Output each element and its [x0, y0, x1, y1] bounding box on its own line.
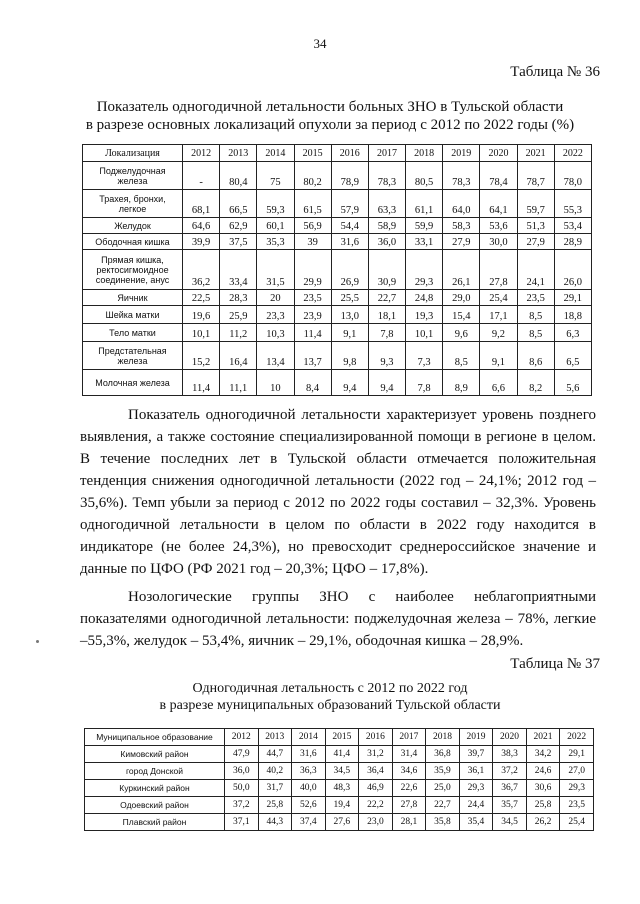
- table-cell: 25,0: [426, 780, 460, 797]
- header-cell: 2012: [225, 729, 259, 746]
- table-cell: 27,8: [392, 797, 426, 814]
- table-cell: 64,0: [443, 190, 480, 218]
- table-cell: 30,0: [480, 234, 517, 250]
- table-cell: 19,4: [325, 797, 359, 814]
- row-label: Тело матки: [83, 324, 183, 342]
- table-cell: 37,1: [225, 814, 259, 831]
- table-cell: 36,4: [359, 763, 393, 780]
- table-cell: 41,4: [325, 746, 359, 763]
- table-cell: 8,6: [517, 342, 554, 370]
- table-cell: 27,9: [517, 234, 554, 250]
- table-row: [83, 290, 592, 306]
- header-cell: 2015: [294, 145, 331, 162]
- table-cell: 37,2: [493, 763, 527, 780]
- table-cell: 22,2: [359, 797, 393, 814]
- table-cell: 11,2: [220, 324, 257, 342]
- table-cell: 29,1: [554, 290, 591, 306]
- table-cell: 35,8: [426, 814, 460, 831]
- table-cell: 22,7: [368, 290, 405, 306]
- table-37-caption-line2: в разрезе муниципальных образований Тульской области: [159, 698, 501, 713]
- table-cell: 23,3: [257, 306, 294, 324]
- row-label: Ободочная кишка: [83, 234, 183, 250]
- table-cell: 9,4: [331, 370, 368, 396]
- row-label: Поджелудочная железа: [83, 162, 183, 190]
- table-cell: 6,3: [554, 324, 591, 342]
- table-cell: 30,9: [368, 250, 405, 290]
- table-cell: 10,3: [257, 324, 294, 342]
- table-cell: 34,5: [325, 763, 359, 780]
- table-cell: 78,3: [368, 162, 405, 190]
- table-cell: 38,3: [493, 746, 527, 763]
- header-cell: 2016: [359, 729, 393, 746]
- table-cell: 58,9: [368, 218, 405, 234]
- table-cell: 66,5: [220, 190, 257, 218]
- header-cell: 2022: [560, 729, 594, 746]
- table-cell: 31,7: [258, 780, 292, 797]
- table-cell: 27,6: [325, 814, 359, 831]
- table-cell: 26,2: [526, 814, 560, 831]
- row-label: Плавский район: [85, 814, 225, 831]
- table-37-label: Таблица № 37: [510, 656, 600, 672]
- table-cell: 37,2: [225, 797, 259, 814]
- table-cell: 48,3: [325, 780, 359, 797]
- table-header-row: [85, 729, 594, 746]
- table-cell: 27,8: [480, 250, 517, 290]
- table-cell: 36,0: [368, 234, 405, 250]
- table-cell: 8,5: [443, 342, 480, 370]
- table-cell: 60,1: [257, 218, 294, 234]
- row-label: Молочная железа: [83, 370, 183, 396]
- table-cell: 17,1: [480, 306, 517, 324]
- table-cell: 36,7: [493, 780, 527, 797]
- table-cell: 15,4: [443, 306, 480, 324]
- table-cell: 61,1: [406, 190, 443, 218]
- table-body: [83, 162, 592, 396]
- header-cell: 2017: [368, 145, 405, 162]
- margin-mark: [36, 640, 39, 643]
- table-cell: 29,3: [459, 780, 493, 797]
- table-cell: 19,6: [183, 306, 220, 324]
- table-cell: 59,3: [257, 190, 294, 218]
- table-cell: 44,7: [258, 746, 292, 763]
- table-cell: 36,2: [183, 250, 220, 290]
- table-cell: 26,1: [443, 250, 480, 290]
- table-cell: 20: [257, 290, 294, 306]
- row-label: Трахея, бронхи, легкое: [83, 190, 183, 218]
- table-cell: 46,9: [359, 780, 393, 797]
- table-cell: 29,3: [406, 250, 443, 290]
- table-cell: 35,9: [426, 763, 460, 780]
- table-cell: 31,2: [359, 746, 393, 763]
- table-row: [85, 780, 594, 797]
- header-cell: 2022: [554, 145, 591, 162]
- row-label: Кимовский район: [85, 746, 225, 763]
- table-cell: 9,1: [480, 342, 517, 370]
- table-cell: 36,8: [426, 746, 460, 763]
- header-cell: 2020: [493, 729, 527, 746]
- table-37-caption-line1: Одногодичная летальность с 2012 по 2022 год: [192, 681, 468, 696]
- table-cell: 8,2: [517, 370, 554, 396]
- table-cell: 36,1: [459, 763, 493, 780]
- table-cell: 28,1: [392, 814, 426, 831]
- table-cell: 8,9: [443, 370, 480, 396]
- row-label: Одоевский район: [85, 797, 225, 814]
- table-cell: 78,0: [554, 162, 591, 190]
- table-cell: 13,7: [294, 342, 331, 370]
- paragraph: Показатель одногодичной летальности характеризует уровень позднего выявления, а также состояние специализированной помощи в регионе в целом. В течение последних лет в Тульской области отмечается положительная тенденция снижения одногодичной летальности (2022 год – 24,1%; 2012 год – 35,6%). Темп убыли за период с 2012 по 2022 годы составил – 32,3%. Уровень одногодичной летальности в целом по области в 2022 году находится в индикаторе (не более 24,3%), но превосходит среднероссийское значение и данные по ЦФО (РФ 2021 год – 20,3%; ЦФО – 17,8%).: [80, 407, 596, 577]
- table-cell: 15,2: [183, 342, 220, 370]
- table-cell: 37,4: [292, 814, 326, 831]
- table-cell: 9,6: [443, 324, 480, 342]
- table-36-label: Таблица № 36: [510, 64, 600, 80]
- table-cell: 11,1: [220, 370, 257, 396]
- table-cell: 11,4: [183, 370, 220, 396]
- table-row: [83, 162, 592, 190]
- table-cell: 59,7: [517, 190, 554, 218]
- table-row: [83, 218, 592, 234]
- table-cell: 11,4: [294, 324, 331, 342]
- table-cell: 57,9: [331, 190, 368, 218]
- table-cell: 8,5: [517, 324, 554, 342]
- table-cell: 28,3: [220, 290, 257, 306]
- table-cell: 18,1: [368, 306, 405, 324]
- table-cell: 9,8: [331, 342, 368, 370]
- header-cell: 2017: [392, 729, 426, 746]
- table-cell: 13,4: [257, 342, 294, 370]
- table-cell: 16,4: [220, 342, 257, 370]
- table-cell: 25,4: [480, 290, 517, 306]
- table-cell: 24,4: [459, 797, 493, 814]
- header-cell: 2019: [459, 729, 493, 746]
- row-label: Куркинский район: [85, 780, 225, 797]
- table-cell: 78,4: [480, 162, 517, 190]
- table-cell: 34,2: [526, 746, 560, 763]
- table-row: [85, 746, 594, 763]
- table-cell: 54,4: [331, 218, 368, 234]
- table-cell: 53,6: [480, 218, 517, 234]
- table-cell: 64,6: [183, 218, 220, 234]
- table-row: [83, 250, 592, 290]
- table-cell: 31,5: [257, 250, 294, 290]
- header-cell: Локализация: [83, 145, 183, 162]
- header-cell: 2012: [183, 145, 220, 162]
- table-36-caption: [60, 98, 600, 134]
- table-cell: -: [183, 162, 220, 190]
- table-cell: 78,9: [331, 162, 368, 190]
- table-cell: 29,0: [443, 290, 480, 306]
- header-cell: 2013: [220, 145, 257, 162]
- table-cell: 80,4: [220, 162, 257, 190]
- paragraph: Нозологические группы ЗНО с наиболее неблагоприятными показателями одногодичной летальности: поджелудочная железа – 78%, легкие –55,3%, желудок – 53,4%, яичник – 29,1%, ободочная кишка – 28,9%.: [80, 589, 596, 649]
- table-cell: 39: [294, 234, 331, 250]
- table-body: [85, 746, 594, 831]
- table-cell: 7,8: [406, 370, 443, 396]
- table-cell: 35,3: [257, 234, 294, 250]
- table-cell: 36,0: [225, 763, 259, 780]
- row-label: Желудок: [83, 218, 183, 234]
- table-cell: 27,9: [443, 234, 480, 250]
- table-cell: 36,3: [292, 763, 326, 780]
- table-cell: 31,4: [392, 746, 426, 763]
- row-label: Шейка матки: [83, 306, 183, 324]
- table-cell: 56,9: [294, 218, 331, 234]
- table-cell: 33,4: [220, 250, 257, 290]
- table-cell: 64,1: [480, 190, 517, 218]
- row-label: Предстательная железа: [83, 342, 183, 370]
- table-cell: 25,5: [331, 290, 368, 306]
- table-cell: 61,5: [294, 190, 331, 218]
- header-cell: 2021: [526, 729, 560, 746]
- table-cell: 53,4: [554, 218, 591, 234]
- header-cell: 2018: [406, 145, 443, 162]
- body-text: [80, 404, 596, 652]
- table-cell: 47,9: [225, 746, 259, 763]
- table-cell: 78,7: [517, 162, 554, 190]
- table-cell: 40,2: [258, 763, 292, 780]
- table-cell: 30,6: [526, 780, 560, 797]
- table-cell: 5,6: [554, 370, 591, 396]
- header-cell: 2015: [325, 729, 359, 746]
- table-cell: 13,0: [331, 306, 368, 324]
- table-cell: 23,0: [359, 814, 393, 831]
- table-cell: 39,9: [183, 234, 220, 250]
- table-row: [83, 342, 592, 370]
- table-36-caption-line2: в разрезе основных локализаций опухоли за период с 2012 по 2022 годы (%): [85, 117, 575, 133]
- table-cell: 25,9: [220, 306, 257, 324]
- table-cell: 24,8: [406, 290, 443, 306]
- table-cell: 40,0: [292, 780, 326, 797]
- table-cell: 9,1: [331, 324, 368, 342]
- table-cell: 10: [257, 370, 294, 396]
- table-cell: 26,0: [554, 250, 591, 290]
- table-cell: 51,3: [517, 218, 554, 234]
- table-cell: 37,5: [220, 234, 257, 250]
- table-cell: 34,5: [493, 814, 527, 831]
- table-cell: 59,9: [406, 218, 443, 234]
- table-cell: 27,0: [560, 763, 594, 780]
- table-cell: 31,6: [331, 234, 368, 250]
- table-cell: 63,3: [368, 190, 405, 218]
- table-row: [83, 324, 592, 342]
- row-label: город Донской: [85, 763, 225, 780]
- table-36-caption-line1: Показатель одногодичной летальности больных ЗНО в Тульской области: [96, 99, 564, 115]
- table-cell: 55,3: [554, 190, 591, 218]
- header-cell: 2014: [257, 145, 294, 162]
- table-cell: 7,8: [368, 324, 405, 342]
- table-cell: 29,3: [560, 780, 594, 797]
- table-cell: 26,9: [331, 250, 368, 290]
- table-cell: 10,1: [406, 324, 443, 342]
- table-cell: 25,8: [526, 797, 560, 814]
- table-cell: 23,5: [294, 290, 331, 306]
- table-cell: 23,9: [294, 306, 331, 324]
- table-row: [83, 306, 592, 324]
- header-cell: 2016: [331, 145, 368, 162]
- table-row: [83, 234, 592, 250]
- table-cell: 22,5: [183, 290, 220, 306]
- table-row: [83, 190, 592, 218]
- table-cell: 9,4: [368, 370, 405, 396]
- table-cell: 35,4: [459, 814, 493, 831]
- table-cell: 75: [257, 162, 294, 190]
- table-cell: 31,6: [292, 746, 326, 763]
- table-cell: 80,2: [294, 162, 331, 190]
- table-cell: 24,6: [526, 763, 560, 780]
- table-cell: 6,6: [480, 370, 517, 396]
- table-cell: 29,1: [560, 746, 594, 763]
- table-cell: 7,3: [406, 342, 443, 370]
- table-cell: 25,4: [560, 814, 594, 831]
- table-cell: 29,9: [294, 250, 331, 290]
- header-cell: 2019: [443, 145, 480, 162]
- table-cell: 8,5: [517, 306, 554, 324]
- table-cell: 33,1: [406, 234, 443, 250]
- header-cell: 2013: [258, 729, 292, 746]
- table-cell: 35,7: [493, 797, 527, 814]
- table-cell: 22,6: [392, 780, 426, 797]
- localization-lethality-table: [82, 144, 592, 396]
- table-cell: 9,3: [368, 342, 405, 370]
- table-cell: 8,4: [294, 370, 331, 396]
- table-37-caption: [60, 680, 600, 714]
- table-row: [83, 370, 592, 396]
- header-cell: 2014: [292, 729, 326, 746]
- header-cell: 2020: [480, 145, 517, 162]
- table-header-row: [83, 145, 592, 162]
- row-label: Яичник: [83, 290, 183, 306]
- table-cell: 24,1: [517, 250, 554, 290]
- header-cell: Муниципальное образование: [85, 729, 225, 746]
- table-cell: 28,9: [554, 234, 591, 250]
- municipal-lethality-table: [84, 728, 594, 831]
- table-row: [85, 797, 594, 814]
- header-cell: 2021: [517, 145, 554, 162]
- table-cell: 58,3: [443, 218, 480, 234]
- table-cell: 44,3: [258, 814, 292, 831]
- table-cell: 80,5: [406, 162, 443, 190]
- table-cell: 19,3: [406, 306, 443, 324]
- header-cell: 2018: [426, 729, 460, 746]
- table-cell: 25,8: [258, 797, 292, 814]
- table-cell: 23,5: [517, 290, 554, 306]
- table-cell: 78,3: [443, 162, 480, 190]
- table-cell: 50,0: [225, 780, 259, 797]
- table-row: [85, 763, 594, 780]
- table-row: [85, 814, 594, 831]
- table-cell: 39,7: [459, 746, 493, 763]
- row-label: Прямая кишка, ректосигмоидное соединение, анус: [83, 250, 183, 290]
- table-cell: 9,2: [480, 324, 517, 342]
- table-cell: 52,6: [292, 797, 326, 814]
- table-cell: 18,8: [554, 306, 591, 324]
- page-number: 34: [313, 36, 327, 51]
- table-cell: 6,5: [554, 342, 591, 370]
- table-cell: 23,5: [560, 797, 594, 814]
- table-cell: 62,9: [220, 218, 257, 234]
- table-cell: 10,1: [183, 324, 220, 342]
- table-cell: 22,7: [426, 797, 460, 814]
- table-cell: 68,1: [183, 190, 220, 218]
- table-cell: 34,6: [392, 763, 426, 780]
